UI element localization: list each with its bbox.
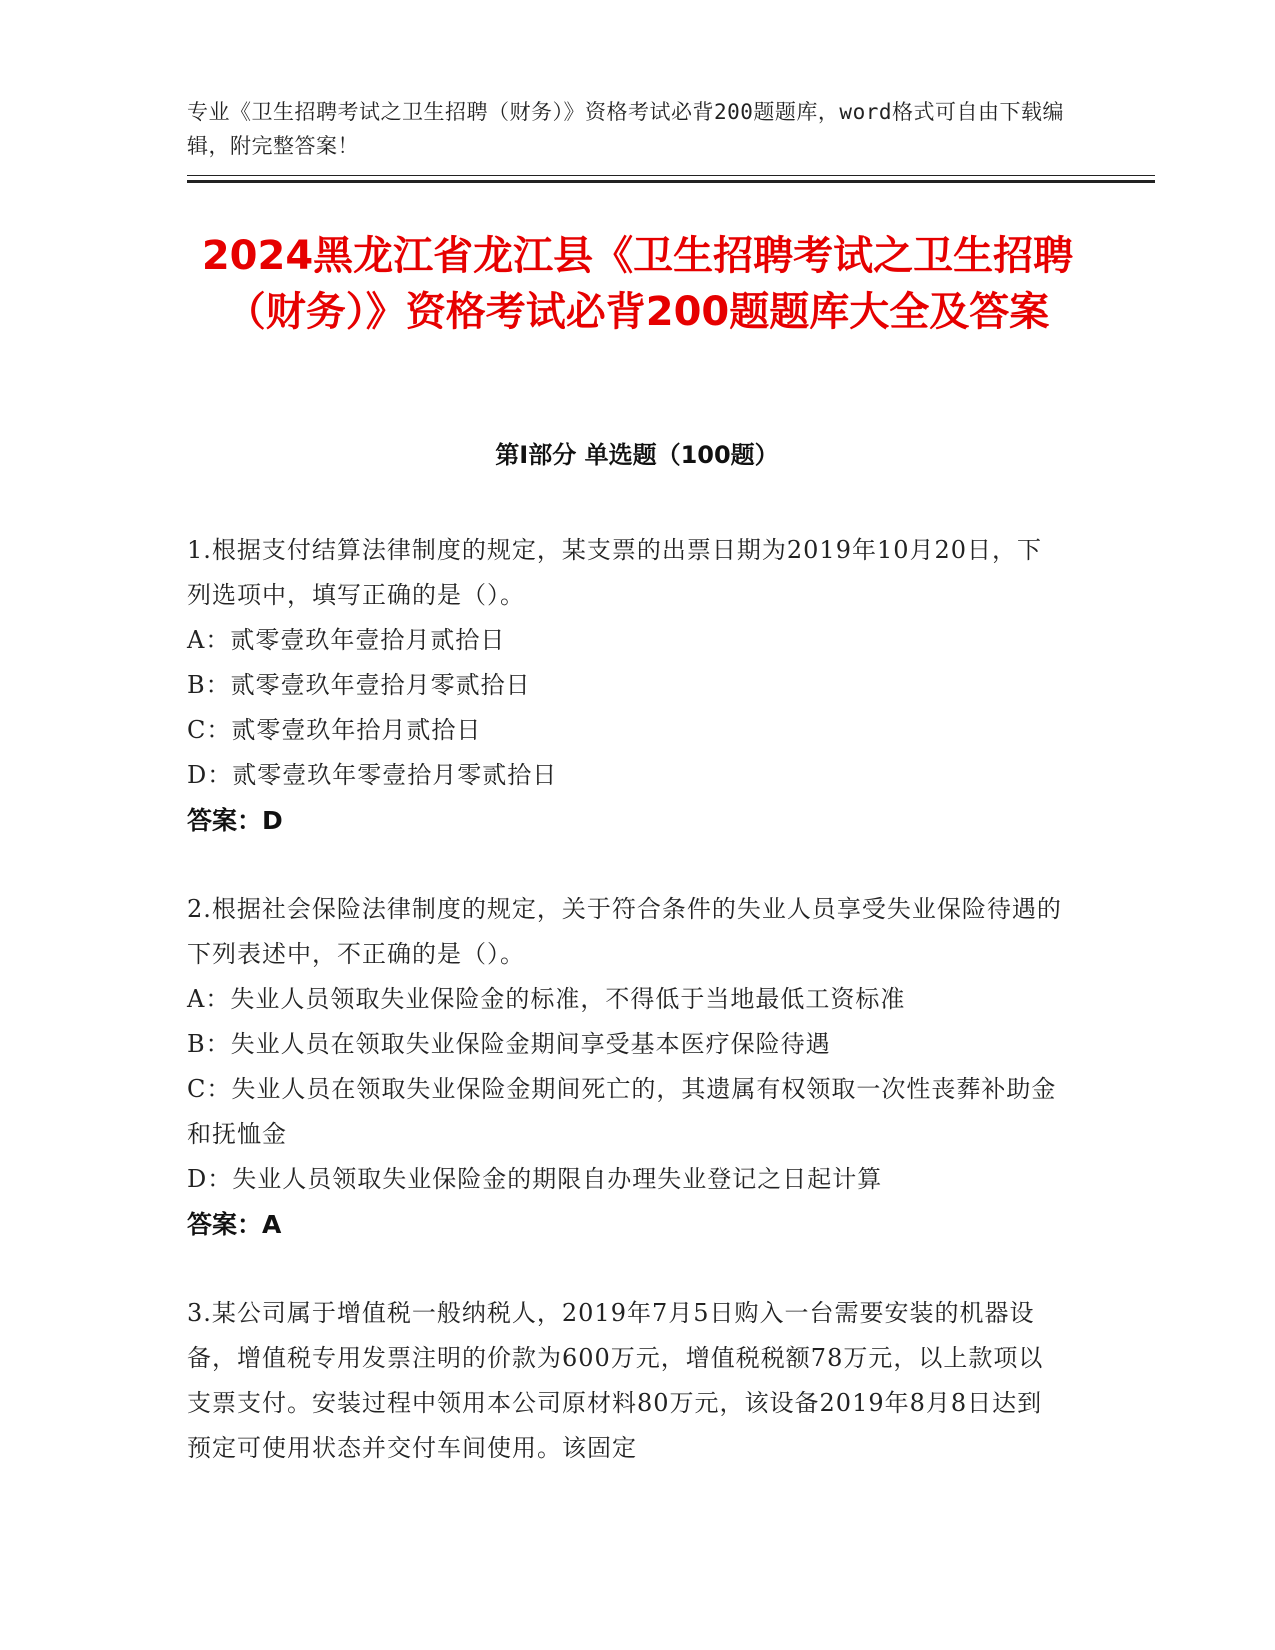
option-d: D：贰零壹玖年零壹拾月零贰拾日 xyxy=(187,761,558,789)
question-text: 3.某公司属于增值税一般纳税人，2019年7月5日购入一台需要安装的机器设备，增值税专用发票注明的价款为600万元，增值税税额78万元，以上款项以支票支付。安装过程中领用本公司原材料80万元，该设备2019年8月8日达到预定可使用状态并交付车间使用。该固定 xyxy=(187,1299,1044,1462)
question-2 xyxy=(187,887,1067,1248)
question-list xyxy=(187,528,1067,1514)
option-d: D：失业人员领取失业保险金的期限自办理失业登记之日起计算 xyxy=(187,1165,883,1193)
header-note: 专业《卫生招聘考试之卫生招聘（财务）》资格考试必背200题题库，word格式可自由下载编辑，附完整答案！ xyxy=(187,100,1064,158)
option-b: B：失业人员在领取失业保险金期间享受基本医疗保险待遇 xyxy=(187,1030,831,1058)
section-heading: 第Ⅰ部分 单选题（100题） xyxy=(495,441,779,469)
option-a: A：失业人员领取失业保险金的标准，不得低于当地最低工资标准 xyxy=(187,985,906,1013)
question-3 xyxy=(187,1291,1067,1471)
document-title: 2024黑龙江省龙江县《卫生招聘考试之卫生招聘（财务）》资格考试必背200题题库大全及答案 xyxy=(201,233,1074,335)
answer-label: 答案：A xyxy=(187,1210,282,1239)
option-c: C：失业人员在领取失业保险金期间死亡的，其遗属有权领取一次性丧葬补助金和抚恤金 xyxy=(187,1075,1057,1148)
header-divider-thick xyxy=(187,180,1155,183)
header-divider-thin xyxy=(187,175,1155,176)
question-text: 2.根据社会保险法律制度的规定，关于符合条件的失业人员享受失业保险待遇的下列表述中，不正确的是（）。 xyxy=(187,895,1062,968)
answer-label: 答案：D xyxy=(187,806,283,835)
option-a: A：贰零壹玖年壹拾月贰拾日 xyxy=(187,626,506,654)
question-1 xyxy=(187,528,1067,844)
option-b: B：贰零壹玖年壹拾月零贰拾日 xyxy=(187,671,531,699)
option-c: C：贰零壹玖年拾月贰拾日 xyxy=(187,716,482,744)
question-text: 1.根据支付结算法律制度的规定，某支票的出票日期为2019年10月20日，下列选项中，填写正确的是（）。 xyxy=(187,536,1043,609)
